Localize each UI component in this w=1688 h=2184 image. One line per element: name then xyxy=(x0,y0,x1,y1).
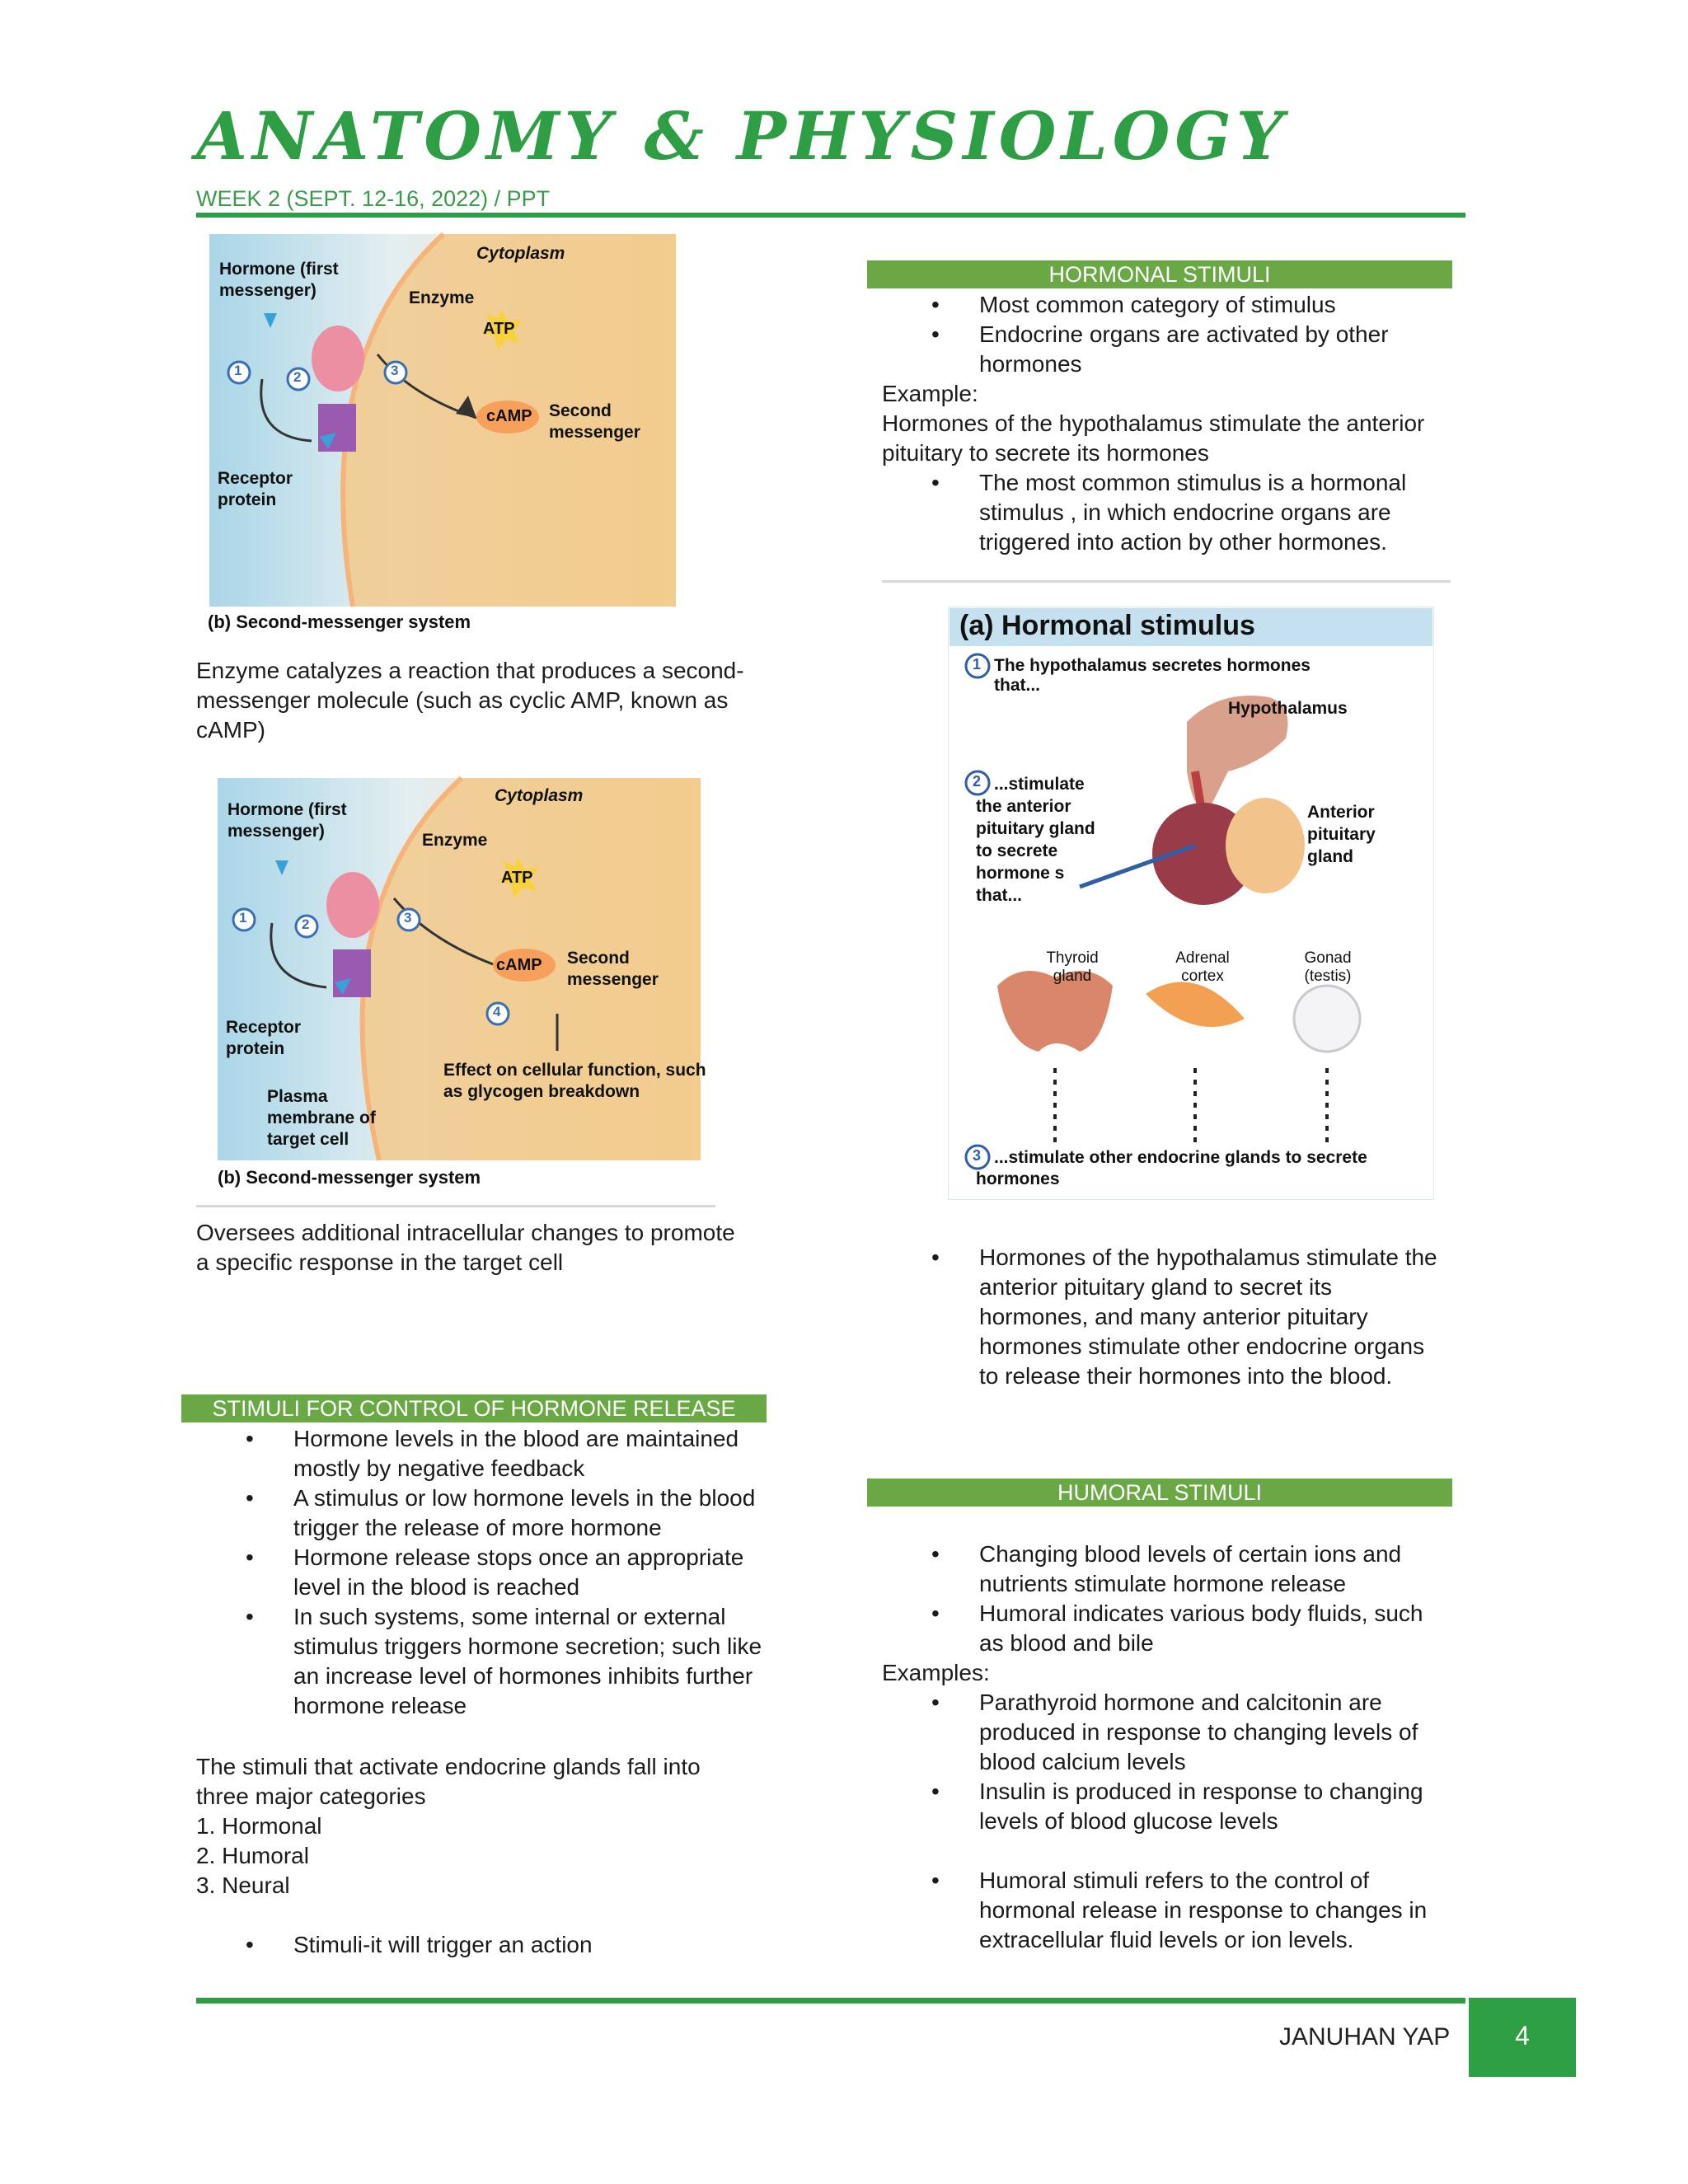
left-paragraph-1 xyxy=(196,656,744,745)
list-item: • Most common category of stimulus xyxy=(882,290,1475,320)
text-line: Changing blood levels of certain ions and xyxy=(979,1541,1402,1567)
text-line: hormone release xyxy=(293,1693,467,1718)
text-line: three major categories xyxy=(196,1783,426,1809)
figure3-step-3: 3 xyxy=(973,1147,982,1164)
text-line: levels of blood glucose levels xyxy=(979,1808,1278,1834)
humoral-bullet-list-2 xyxy=(882,1688,1492,1836)
figure1-atp-label: ATP xyxy=(483,320,515,338)
figure3-adrenal-label: Adrenal cortex xyxy=(1175,949,1230,985)
figure1-step-3: 3 xyxy=(391,363,399,378)
hormonal-example xyxy=(882,379,1424,468)
hormonal-after-bullet xyxy=(882,1243,1492,1391)
text-line: Humoral stimuli refers to the control of xyxy=(979,1868,1370,1893)
figure2-caption: (b) Second-messenger system xyxy=(218,1167,481,1188)
text-line: stimulus , in which endocrine organs are xyxy=(979,499,1391,525)
list-item: • Changing blood levels of certain ions and nutrients stimulate hormone release xyxy=(882,1540,1492,1599)
text-line: as blood and bile xyxy=(979,1630,1154,1656)
text-line: anterior pituitary gland to secret its xyxy=(979,1274,1332,1300)
figure2-hormone-label: Hormone (first messenger) xyxy=(227,800,347,841)
second-messenger-figure-1 xyxy=(196,231,724,635)
text-line: a specific response in the target cell xyxy=(196,1249,564,1275)
text-line: Oversees additional intracellular changes to promote xyxy=(196,1220,735,1245)
text-line: produced in response to changing levels of xyxy=(979,1719,1418,1745)
figure2-step-4: 4 xyxy=(493,1004,501,1019)
figure1-camp-label: cAMP xyxy=(486,407,532,425)
page-number: 4 xyxy=(1515,2021,1530,2050)
second-messenger-figure-2 xyxy=(206,775,725,1203)
figure1-step-1: 1 xyxy=(234,363,242,378)
figure2-receptor-label: Receptor protein xyxy=(226,1018,302,1058)
figure3-title: (a) Hormonal stimulus xyxy=(959,610,1255,641)
text-line: mostly by negative feedback xyxy=(293,1455,585,1481)
figure1-receptor-label: Receptor protein xyxy=(218,469,293,509)
figure3-thyroid-label: Thyroid gland xyxy=(1046,949,1099,985)
hormonal-banner: HORMONAL STIMULI xyxy=(867,260,1452,288)
text-line: Hormone release stops once an appropriate xyxy=(293,1544,744,1570)
figure2-divider xyxy=(196,1205,715,1207)
figure1-hormone-label: Hormone (first messenger) xyxy=(219,260,339,300)
list-item: • Parathyroid hormone and calcitonin are produced in response to changing levels of blood calcium levels xyxy=(882,1688,1492,1777)
author-name: JANUHAN YAP xyxy=(1279,2023,1451,2050)
text-line: In such systems, some internal or external xyxy=(293,1604,726,1629)
text-line: messenger molecule (such as cyclic AMP, known as xyxy=(196,687,729,713)
text-line: Humoral indicates various body fluids, such xyxy=(979,1601,1423,1626)
stimuli-last-bullet xyxy=(196,1930,790,1960)
humoral-bullet-list-3 xyxy=(882,1866,1492,1955)
text-line: The stimuli that activate endocrine glands fall into xyxy=(196,1754,701,1779)
text-line: hormones, and many anterior pituitary xyxy=(979,1304,1368,1329)
text-line: level in the blood is reached xyxy=(293,1574,580,1600)
list-item: • Stimuli-it will trigger an action xyxy=(196,1930,790,1960)
figure1-step-2: 2 xyxy=(293,369,302,385)
figure1-cytoplasm-label: Cytoplasm xyxy=(476,244,565,263)
humoral-examples-label: Examples: xyxy=(882,1660,990,1685)
text-line: Parathyroid hormone and calcitonin are xyxy=(979,1690,1382,1715)
text-line: trigger the release of more hormone xyxy=(293,1515,662,1540)
text-line: extracellular fluid levels or ion levels. xyxy=(979,1927,1354,1952)
footer-rule xyxy=(196,1998,1465,2004)
figure2-membrane-label: Plasma membrane of target cell xyxy=(267,1087,376,1149)
text-line: Hormone levels in the blood are maintained xyxy=(293,1426,739,1451)
figure1-enzyme-label: Enzyme xyxy=(409,288,475,307)
figure2-camp-label: cAMP xyxy=(496,956,542,974)
figure1-second-messenger-label: Second messenger xyxy=(549,401,640,442)
hormonal-bullet-list-1 xyxy=(882,290,1475,379)
text-line: Enzyme catalyzes a reaction that produces a second- xyxy=(196,658,744,683)
figure2-atp-label: ATP xyxy=(501,869,533,887)
figure3-step2-text: ...stimulate the anterior pituitary gland to secrete hormone s that... xyxy=(976,775,1095,905)
list-item: • Humoral indicates various body fluids, such as blood and bile xyxy=(882,1599,1492,1658)
text-line: an increase level of hormones inhibits further xyxy=(293,1663,753,1689)
text-line: hormonal release in response to changes in xyxy=(979,1897,1428,1923)
figure3-anterior-pituitary-label: Anterior pituitary gland xyxy=(1307,803,1376,866)
text-line: 3. Neural xyxy=(196,1872,290,1898)
text-line: Stimuli-it will trigger an action xyxy=(293,1932,593,1957)
text-line: blood calcium levels xyxy=(979,1749,1186,1774)
figure1-caption: (b) Second-messenger system xyxy=(208,612,471,632)
hormonal-stimulus-figure xyxy=(948,607,1434,1200)
text-line: stimulus triggers hormone secretion; such like xyxy=(293,1633,762,1659)
list-item: • Hormone levels in the blood are maintained mostly by negative feedback xyxy=(196,1424,790,1483)
figure3-step-1: 1 xyxy=(973,656,982,673)
left-paragraph-2 xyxy=(196,1218,735,1277)
text-line: Insulin is produced in response to changing xyxy=(979,1779,1423,1804)
text-line: 1. Hormonal xyxy=(196,1813,322,1839)
figure3-hypothalamus-label: Hypothalamus xyxy=(1228,699,1348,718)
list-item: • Humoral stimuli refers to the control of hormonal release in response to changes in extracellular fluid levels or ion levels. xyxy=(882,1866,1492,1955)
list-item: • Hormone release stops once an appropriate level in the blood is reached xyxy=(196,1543,790,1602)
text-line: hormones xyxy=(979,351,1082,377)
stimuli-banner: STIMULI FOR CONTROL OF HORMONE RELEASE xyxy=(181,1394,767,1422)
stimuli-bullet-list xyxy=(196,1424,790,1721)
text-line: Endocrine organs are activated by other xyxy=(979,321,1389,347)
figure2-step-1: 1 xyxy=(239,910,247,926)
figure2-enzyme-label: Enzyme xyxy=(422,831,488,850)
figure3-step3-text: ...stimulate other endocrine glands to secrete hormones xyxy=(976,1148,1367,1188)
humoral-banner: HUMORAL STIMULI xyxy=(867,1479,1452,1507)
figure3-step1-text: The hypothalamus secretes hormones that... xyxy=(994,656,1311,695)
text-line: The most common stimulus is a hormonal xyxy=(979,470,1407,495)
list-item: • Hormones of the hypothalamus stimulate the anterior pituitary gland to secret its hormones, and many anterior pituitary hormones stimulate other endocrine organs to release their hormones into the blood. xyxy=(882,1243,1492,1391)
list-item: • A stimulus or low hormone levels in the blood trigger the release of more hormone xyxy=(196,1483,790,1543)
list-item: • The most common stimulus is a hormonal stimulus , in which endocrine organs are triggered into action by other hormones. xyxy=(882,468,1475,557)
humoral-bullet-list-1 xyxy=(882,1540,1492,1658)
figure2-step-2: 2 xyxy=(302,916,310,932)
hormonal-bullet-list-2 xyxy=(882,468,1475,557)
figure2-cytoplasm-label: Cytoplasm xyxy=(495,786,584,805)
text-line: triggered into action by other hormones. xyxy=(979,529,1387,555)
page-title: ANATOMY & PHYSIOLOGY xyxy=(196,97,1288,175)
text-line: Hormones of the hypothalamus stimulate the xyxy=(979,1244,1437,1270)
figure2-effect-label: Effect on cellular function, such as glycogen breakdown xyxy=(443,1061,706,1101)
text-line: Example: xyxy=(882,381,978,406)
text-line: hormones stimulate other endocrine organs xyxy=(979,1333,1425,1359)
page-subtitle: WEEK 2 (SEPT. 12-16, 2022) / PPT xyxy=(196,186,551,211)
list-item: • Insulin is produced in response to changing levels of blood glucose levels xyxy=(882,1777,1492,1836)
text-line: nutrients stimulate hormone release xyxy=(979,1571,1347,1596)
list-item: • Endocrine organs are activated by other hormones xyxy=(882,320,1475,379)
text-line: cAMP) xyxy=(196,717,265,743)
text-line: Hormones of the hypothalamus stimulate the anterior xyxy=(882,410,1425,436)
list-item: • In such systems, some internal or external stimulus triggers hormone secretion; such like an increase level of hormones inhibits further hormone release xyxy=(196,1602,790,1721)
header-rule xyxy=(196,213,1465,218)
figure3-gonad-label: Gonad (testis) xyxy=(1304,949,1352,985)
text-line: to release their hormones into the blood. xyxy=(979,1363,1393,1389)
stimuli-categories-paragraph xyxy=(196,1752,701,1900)
page-number-box xyxy=(1469,1998,1576,2077)
text-line: 2. Humoral xyxy=(196,1843,309,1868)
text-line: pituitary to secrete its hormones xyxy=(882,440,1209,466)
hormonal-divider xyxy=(882,580,1451,583)
figure2-second-messenger-label: Second messenger xyxy=(567,949,659,989)
text-line: A stimulus or low hormone levels in the blood xyxy=(293,1485,756,1511)
figure3-step-2: 2 xyxy=(973,773,982,790)
figure2-step-3: 3 xyxy=(404,910,412,926)
text-line: Most common category of stimulus xyxy=(979,292,1336,317)
